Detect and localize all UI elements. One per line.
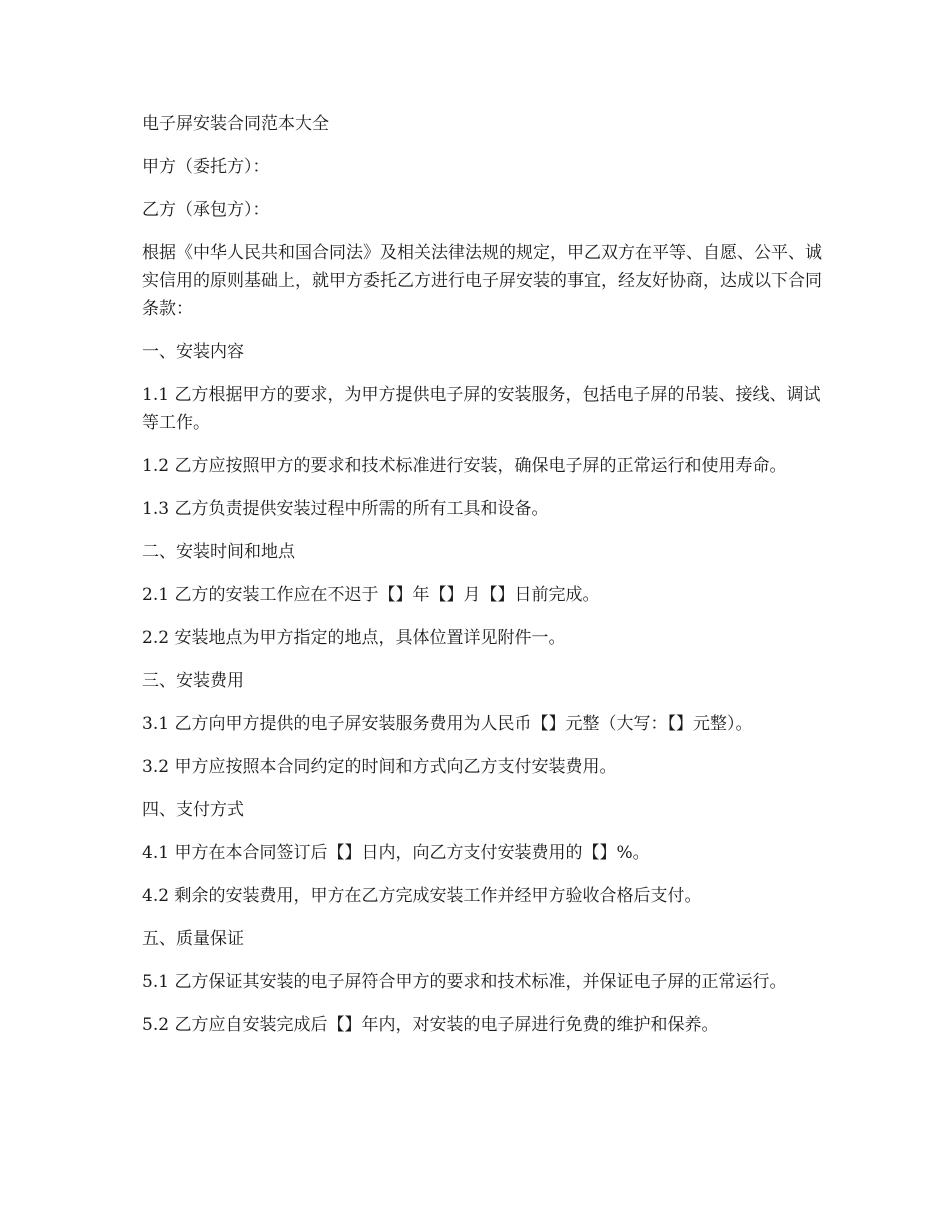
clause-3-1: 3.1 乙方向甲方提供的电子屏安装服务费用为人民币【】元整（大写：【】元整）。: [142, 714, 753, 734]
party-b-line: 乙方（承包方）：: [142, 200, 270, 220]
clause-2-2: 2.2 安装地点为甲方指定的地点，具体位置详见附件一。: [142, 628, 566, 648]
section-heading-fees: 三、安装费用: [142, 671, 244, 691]
party-a-line: 甲方（委托方）：: [142, 157, 270, 177]
clause-5-1: 5.1 乙方保证其安装的电子屏符合甲方的要求和技术标准，并保证电子屏的正常运行。: [142, 972, 787, 992]
document-body: [142, 110, 822, 1054]
clause-1-1: 1.1 乙方根据甲方的要求，为甲方提供电子屏的安装服务，包括电子屏的吊装、接线、调试等工作。: [142, 385, 821, 433]
clause-1-3: 1.3 乙方负责提供安装过程中所需的所有工具和设备。: [142, 499, 549, 519]
clause-4-2: 4.2 剩余的安装费用，甲方在乙方完成安装工作并经甲方验收合格后支付。: [142, 886, 702, 906]
section-heading-payment: 四、支付方式: [142, 800, 244, 820]
clause-4-1: 4.1 甲方在本合同签订后【】日内，向乙方支付安装费用的【】%。: [142, 843, 650, 863]
clause-5-2: 5.2 乙方应自安装完成后【】年内，对安装的电子屏进行免费的维护和保养。: [142, 1015, 719, 1035]
section-heading-time-place: 二、安装时间和地点: [142, 542, 295, 562]
document-title: 电子屏安装合同范本大全: [142, 114, 329, 134]
preamble-paragraph: 根据《中华人民共和国合同法》及相关法律法规的规定，甲乙双方在平等、自愿、公平、诚实信用的原则基础上，就甲方委托乙方进行电子屏安装的事宜，经友好协商，达成以下合同条款：: [142, 243, 822, 319]
clause-3-2: 3.2 甲方应按照本合同约定的时间和方式向乙方支付安装费用。: [142, 757, 617, 777]
section-heading-install-content: 一、安装内容: [142, 342, 244, 362]
section-heading-quality: 五、质量保证: [142, 929, 244, 949]
clause-1-2: 1.2 乙方应按照甲方的要求和技术标准进行安装，确保电子屏的正常运行和使用寿命。: [142, 456, 787, 476]
clause-2-1: 2.1 乙方的安装工作应在不迟于【】年【】月【】日前完成。: [142, 585, 600, 605]
